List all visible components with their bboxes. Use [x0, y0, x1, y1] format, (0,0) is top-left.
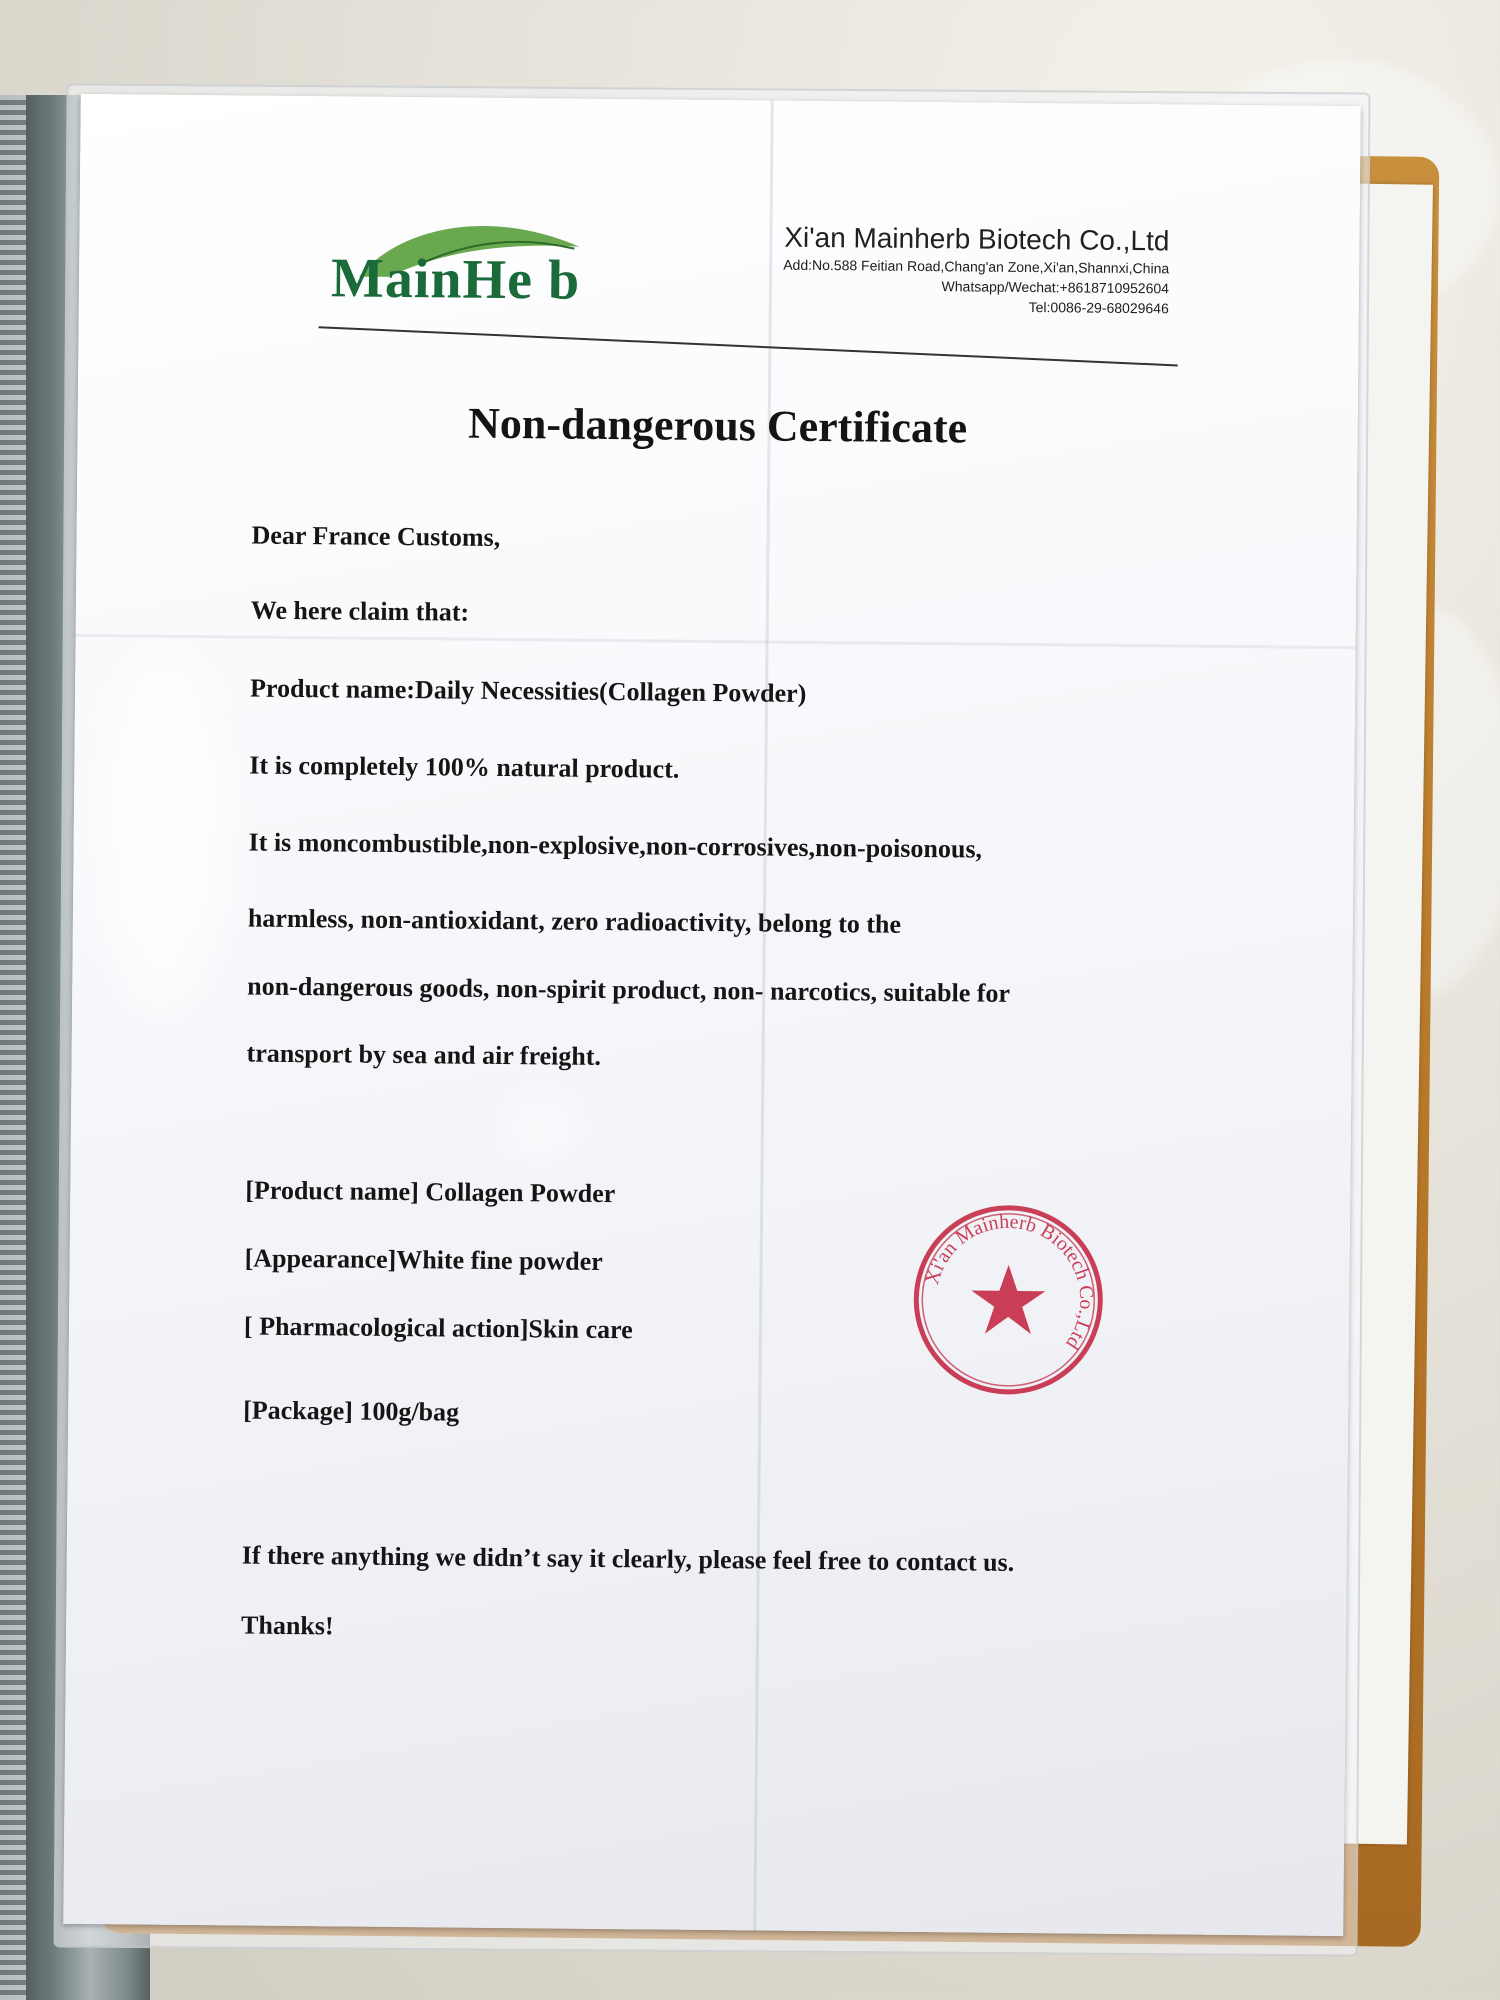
- company-logo: [329, 206, 630, 319]
- certificate-page: [63, 94, 1361, 1936]
- company-tel: Tel:0086-29-68029646: [1028, 299, 1169, 317]
- detail-product-name: [Product name] Collagen Powder: [245, 1175, 616, 1209]
- page-title: Non-dangerous Certificate: [467, 398, 968, 453]
- company-address: Add:No.588 Feitian Road,Chang'an Zone,Xi'an,Shannxi,China: [783, 256, 1170, 277]
- logo-wordmark: MainHe b: [330, 247, 581, 312]
- properties-line: non-dangerous goods, non-spirit product, non- narcotics, suitable for: [247, 971, 1011, 1008]
- header-divider: [319, 326, 1178, 366]
- natural-line: It is completely 100% natural product.: [249, 750, 680, 784]
- company-name: Xi'an Mainherb Biotech Co.,Ltd: [784, 221, 1170, 257]
- detail-pharmacological-action: [ Pharmacological action]Skin care: [243, 1311, 633, 1345]
- properties-line: transport by sea and air freight.: [246, 1038, 602, 1071]
- light-glare: [92, 654, 235, 1015]
- properties-line: It is moncombustible,non-explosive,non-corrosives,non-poisonous,: [248, 827, 983, 864]
- light-glare: [511, 1098, 572, 1159]
- claim-intro: We here claim that:: [250, 595, 470, 627]
- thanks-line: Thanks!: [240, 1610, 334, 1641]
- seal-icon: [910, 1202, 1106, 1398]
- company-seal-stamp: [910, 1202, 1106, 1398]
- company-header: [783, 221, 1170, 319]
- salutation: Dear France Customs,: [251, 520, 501, 552]
- paper-fold: [753, 101, 774, 1931]
- properties-line: harmless, non-antioxidant, zero radioactivity, belong to the: [247, 903, 902, 939]
- seal-text: Xi'an Mainherb Biotech Co.,Ltd: [921, 1210, 1098, 1354]
- closing-line: If there anything we didn’t say it clearly, please feel free to contact us.: [241, 1540, 1015, 1577]
- binder-ring-edge: [0, 95, 26, 2000]
- product-line: Product name:Daily Necessities(Collagen Powder): [249, 673, 807, 708]
- detail-package: [Package] 100g/bag: [243, 1395, 460, 1427]
- paper-fold: [76, 634, 1356, 649]
- company-whatsapp: Whatsapp/Wechat:+8618710952604: [941, 278, 1170, 297]
- detail-appearance: [Appearance]White fine powder: [244, 1243, 603, 1276]
